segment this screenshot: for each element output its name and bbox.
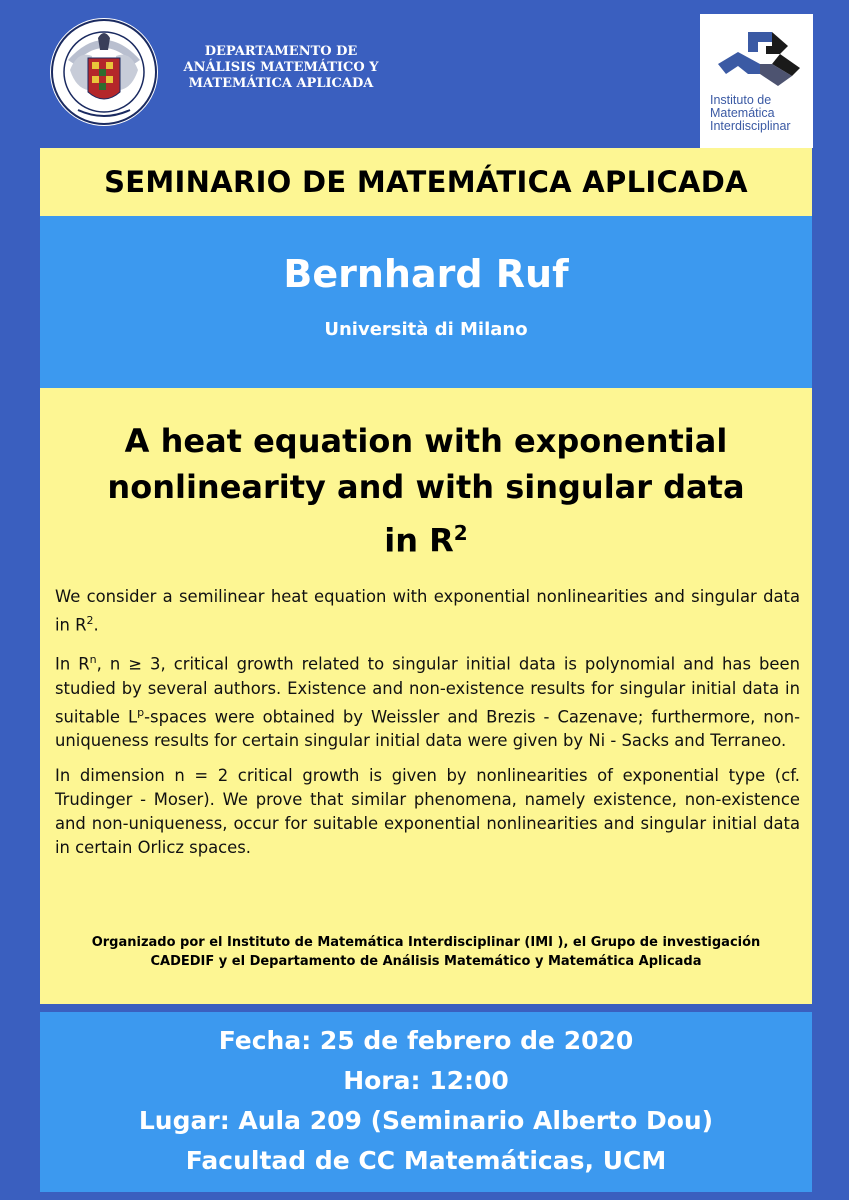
abstract-text: -spaces were obtained by Weissler and Brezis - Cazenave; furthermore, non-uniqueness results for certain singular initial data were given by Ni - Sacks and Terraneo. [55, 707, 800, 751]
talk-title [60, 418, 792, 564]
department-line: MATEMÁTICA APLICADA [188, 76, 374, 91]
event-date: Fecha: 25 de febrero de 2020 [218, 1026, 634, 1055]
department-line: ANÁLISIS MATEMÁTICO Y [183, 60, 379, 75]
abstract-text: We consider a semilinear heat equation with exponential nonlinearities and singular data in R [55, 587, 800, 635]
abstract-superscript: 2 [86, 614, 94, 627]
speaker-affiliation: Università di Milano [324, 319, 528, 340]
seminar-title-band [40, 148, 812, 216]
institute-line: Matemática [710, 106, 775, 120]
institute-line: Instituto de [710, 93, 772, 107]
abstract-text: . [93, 615, 99, 635]
abstract [55, 585, 800, 871]
ucm-seal-icon [48, 10, 160, 135]
event-place: Lugar: Aula 209 (Seminario Alberto Dou) [138, 1106, 714, 1135]
abstract-text: , n ≥ 3, critical growth related to singular initial data is polynomial and has been studied by several authors. Existence and non-existence results for singular initial data in suitable L [55, 654, 800, 727]
institute-line: Interdisciplinar [710, 119, 791, 133]
event-faculty: Facultad de CC Matemáticas, UCM [185, 1146, 667, 1175]
talk-title-line: A heat equation with exponential [124, 422, 728, 460]
event-time: Hora: 12:00 [343, 1066, 509, 1095]
department-name [170, 44, 392, 92]
speaker-band [40, 216, 812, 388]
event-info-band [40, 1012, 812, 1192]
abstract-superscript: p [137, 705, 145, 719]
abstract-paragraph-3: In dimension n = 2 critical growth is given by nonlinearities of exponential type (cf. Trudinger - Moser). We prove that similar phenomena, namely existence, non-existence and non-uniqueness, occur for suitable exponential nonlinearities and singular initial data in certain Orlicz spaces. [55, 766, 800, 858]
talk-title-line3: in R [384, 521, 454, 560]
talk-title-line [60, 510, 792, 564]
header [0, 0, 849, 150]
talk-title-superscript: 2 [453, 521, 468, 545]
abstract-paragraph-1 [55, 585, 800, 637]
organized-by: Organizado por el Instituto de Matemática Interdisciplinar (IMI ), el Grupo de investigación CADEDIF y el Departamento de Análisis Matemático y Matemática Aplicada [91, 935, 761, 969]
institute-logo [700, 14, 813, 148]
speaker-name: Bernhard Ruf [283, 252, 569, 296]
talk-title-line: nonlinearity and with singular data [107, 468, 745, 506]
institute-name [710, 94, 810, 133]
abstract-superscript: n [89, 653, 97, 667]
department-line: DEPARTAMENTO DE [204, 44, 358, 59]
talk-band [40, 388, 812, 1004]
abstract-paragraph-2 [55, 648, 800, 753]
imi-logo-icon [708, 24, 804, 92]
seminar-title: SEMINARIO DE MATEMÁTICA APLICADA [104, 165, 748, 199]
abstract-text: In R [55, 654, 90, 674]
